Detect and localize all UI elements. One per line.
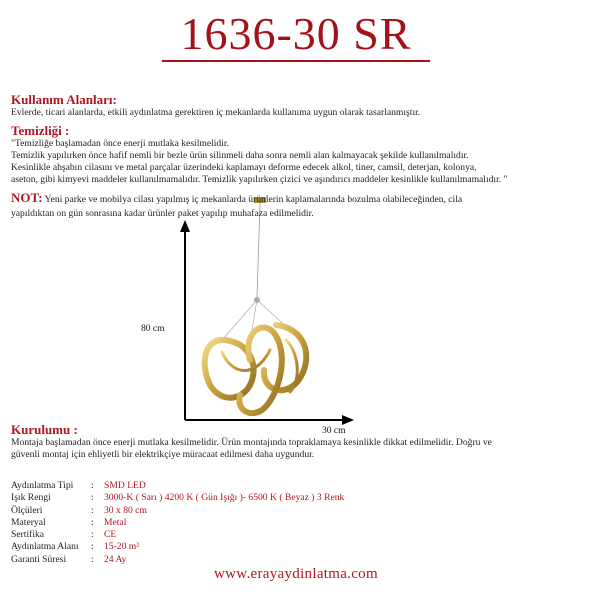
spec-colon: : [91,516,94,528]
spec-row [11,529,344,541]
spec-colon: : [91,504,94,516]
height-arrow-head [180,220,190,232]
gold-loop-chandelier [205,325,307,413]
spec-key: Garanti Süresi [11,553,67,565]
spec-key: Materyal [11,516,46,528]
spec-value: 3000-K ( Sarı ) 4200 K ( Gün Işığı )- 6500 K ( Beyaz ) 3 Renk [104,492,345,504]
spec-key: Işık Rengi [11,492,51,504]
spec-row [11,480,344,492]
note-line-2: yapıldıktan on gün sonrasına kadar ürünler paket yapılıp muhafaza edilmelidir. [11,208,314,219]
spec-key: Sertifika [11,529,45,541]
cleaning-line: "Temizliğe başlamadan önce enerji mutlaka kesilmelidir. [11,138,229,149]
spec-value: CE [104,529,117,541]
website-link[interactable]: www.erayaydinlatma.com [214,566,378,582]
note-label: NOT: [11,190,43,205]
spec-row [11,554,344,566]
width-arrow-head [342,415,354,425]
width-measurement-label: 30 cm [322,426,346,436]
cleaning-line: aseton, gibi kimyevi maddeler kullanılmamalıdır. Temizlik yapılırken çizici ve aşındırıcı maddeler kesinlikle kullanılmamalıdır. " [11,174,508,185]
spec-value: Metal [104,516,127,528]
spec-key: Ölçüleri [11,504,43,516]
spec-table [11,480,344,566]
usage-text: Evlerde, ticari alanlarda, etkili aydınlatma gerektiren iç mekanlarda kullanıma uygun olarak tasarlanmıştır. [11,107,421,118]
spec-row [11,492,344,504]
spec-colon: : [91,553,94,565]
installation-line: Montaja başlamadan önce enerji mutlaka kesilmelidir. Ürün montajında topraklamaya kesinlikle dikkat edilmelidir. Doğru ve [11,437,492,448]
spec-row [11,541,344,553]
spec-colon: : [91,492,94,504]
height-measurement-label: 80 cm [141,324,165,334]
installation-line: güvenli montaj için ehliyetli bir elektrikçiye müracaat edilmesi daha uygundur. [11,449,315,460]
spec-key: Aydınlatma Alanı [11,541,79,553]
spec-row [11,505,344,517]
installation-heading: Kurulumu : [11,422,78,437]
spec-row [11,517,344,529]
usage-heading: Kullanım Alanları: [11,92,117,107]
spec-key: Aydınlatma Tipi [11,480,74,491]
note-line-1 [11,192,462,206]
cleaning-line: Temizlik yapılırken önce hafif nemli bir bezle ürün silinmeli daha sonra nemli alan kalmayacak şekilde kullanılmalıdır. [11,150,469,161]
spec-colon: : [91,529,94,541]
cleaning-heading: Temizliği : [11,123,70,138]
spec-value: 15-20 m² [104,541,140,553]
cleaning-line: Kesinlikle ahşabın cilasını ve metal parçalar üzerindeki kaplamayı deforme edecek alkol, tiner, camsil, deterjan, kolonya, [11,162,477,173]
spec-colon: : [91,480,94,491]
spec-colon: : [91,541,94,553]
product-code-title: 1636-30 SR [180,8,412,59]
spec-value: 30 x 80 cm [104,504,147,516]
spec-value: 24 Ay [104,553,127,565]
spec-value: SMD LED [104,480,146,491]
note-text: Yeni parke ve mobilya cilası yapılmış iç mekanlarda ürünlerin kaplamalarında bozulma olabileceğinden, cila [44,194,463,205]
